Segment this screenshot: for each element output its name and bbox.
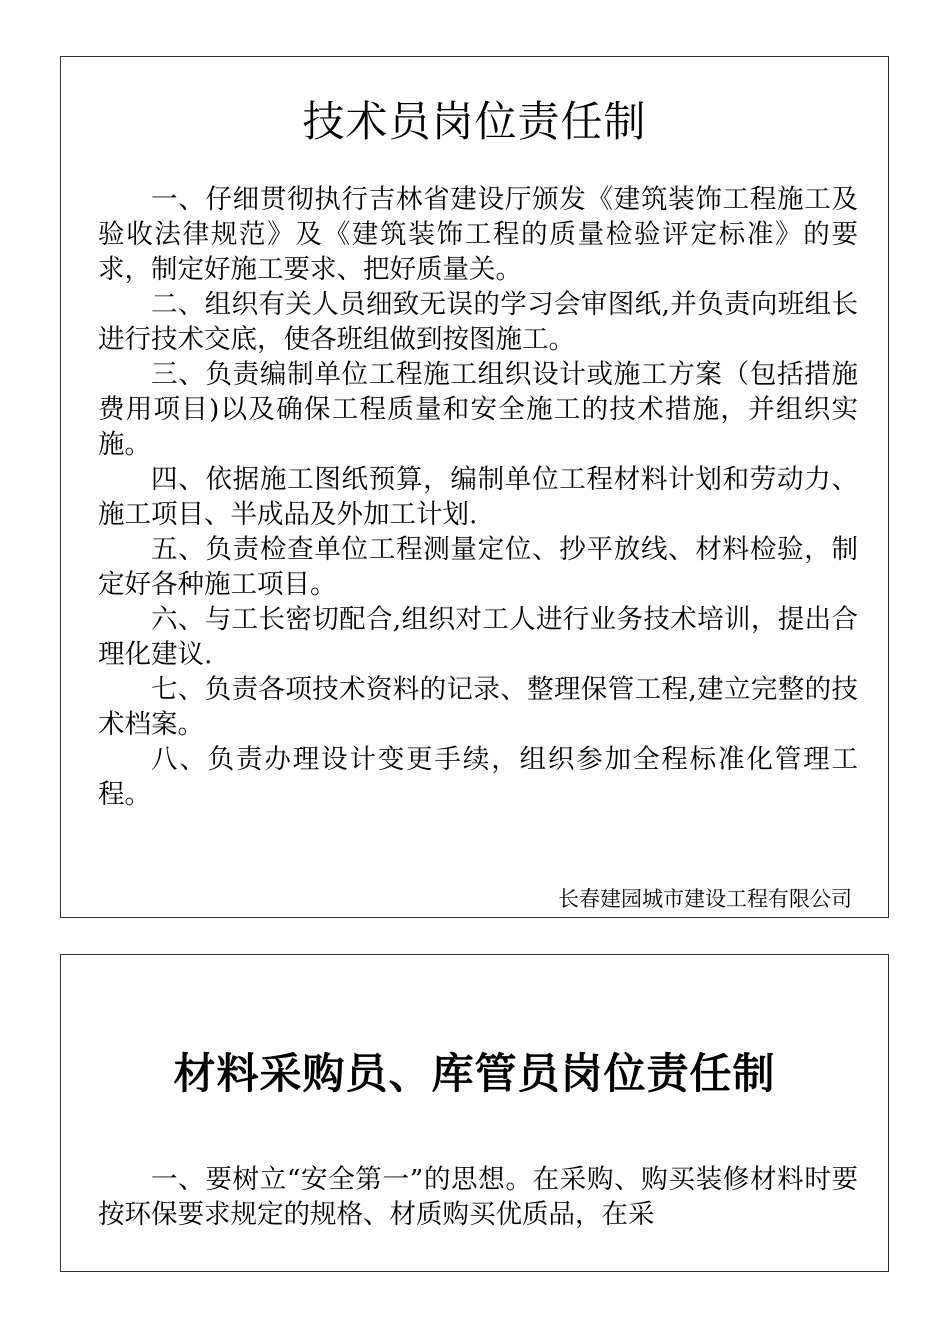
paragraph-4: 四、依据施工图纸预算，编制单位工程材料计划和劳动力、施工项目、半成品及外加工计划. [98,464,858,530]
body-text [98,182,858,812]
paragraph-1: 一、要树立“安全第一”的思想。在采购、购买装修材料时要按环保要求规定的规格、材质购买优质品，在采 [98,1164,858,1230]
paragraph-5: 五、负责检查单位工程测量定位、抄平放线、材料检验，制定好各种施工项目。 [98,534,858,600]
body-text [98,1162,858,1232]
section-title: 材料采购员、库管员岗位责任制 [173,1049,776,1098]
company-name: 长春建园城市建设工程有限公司 [558,887,852,911]
paragraph-8: 八、负责办理设计变更手续，组织参加全程标准化管理工程。 [98,744,858,810]
responsibility-panel-technician [60,56,889,918]
paragraph-7: 七、负责各项技术资料的记录、整理保管工程,建立完整的技术档案。 [98,674,858,740]
paragraph-6: 六、与工长密切配合,组织对工人进行业务技术培训，提出合理化建议. [98,604,858,670]
paragraph-1: 一、仔细贯彻执行吉林省建设厅颁发《建筑装饰工程施工及验收法律规范》及《建筑装饰工程的质量检验评定标准》的要求，制定好施工要求、把好质量关。 [98,184,858,285]
paragraph-3: 三、负责编制单位工程施工组织设计或施工方案（包括措施费用项目)以及确保工程质量和安全施工的技术措施，并组织实施。 [98,359,858,460]
responsibility-panel-purchaser [60,954,889,1272]
page-title: 技术员岗位责任制 [302,97,647,146]
paragraph-2: 二、组织有关人员细致无误的学习会审图纸,并负责向班组长进行技术交底，使各班组做到按图施工。 [98,289,858,355]
